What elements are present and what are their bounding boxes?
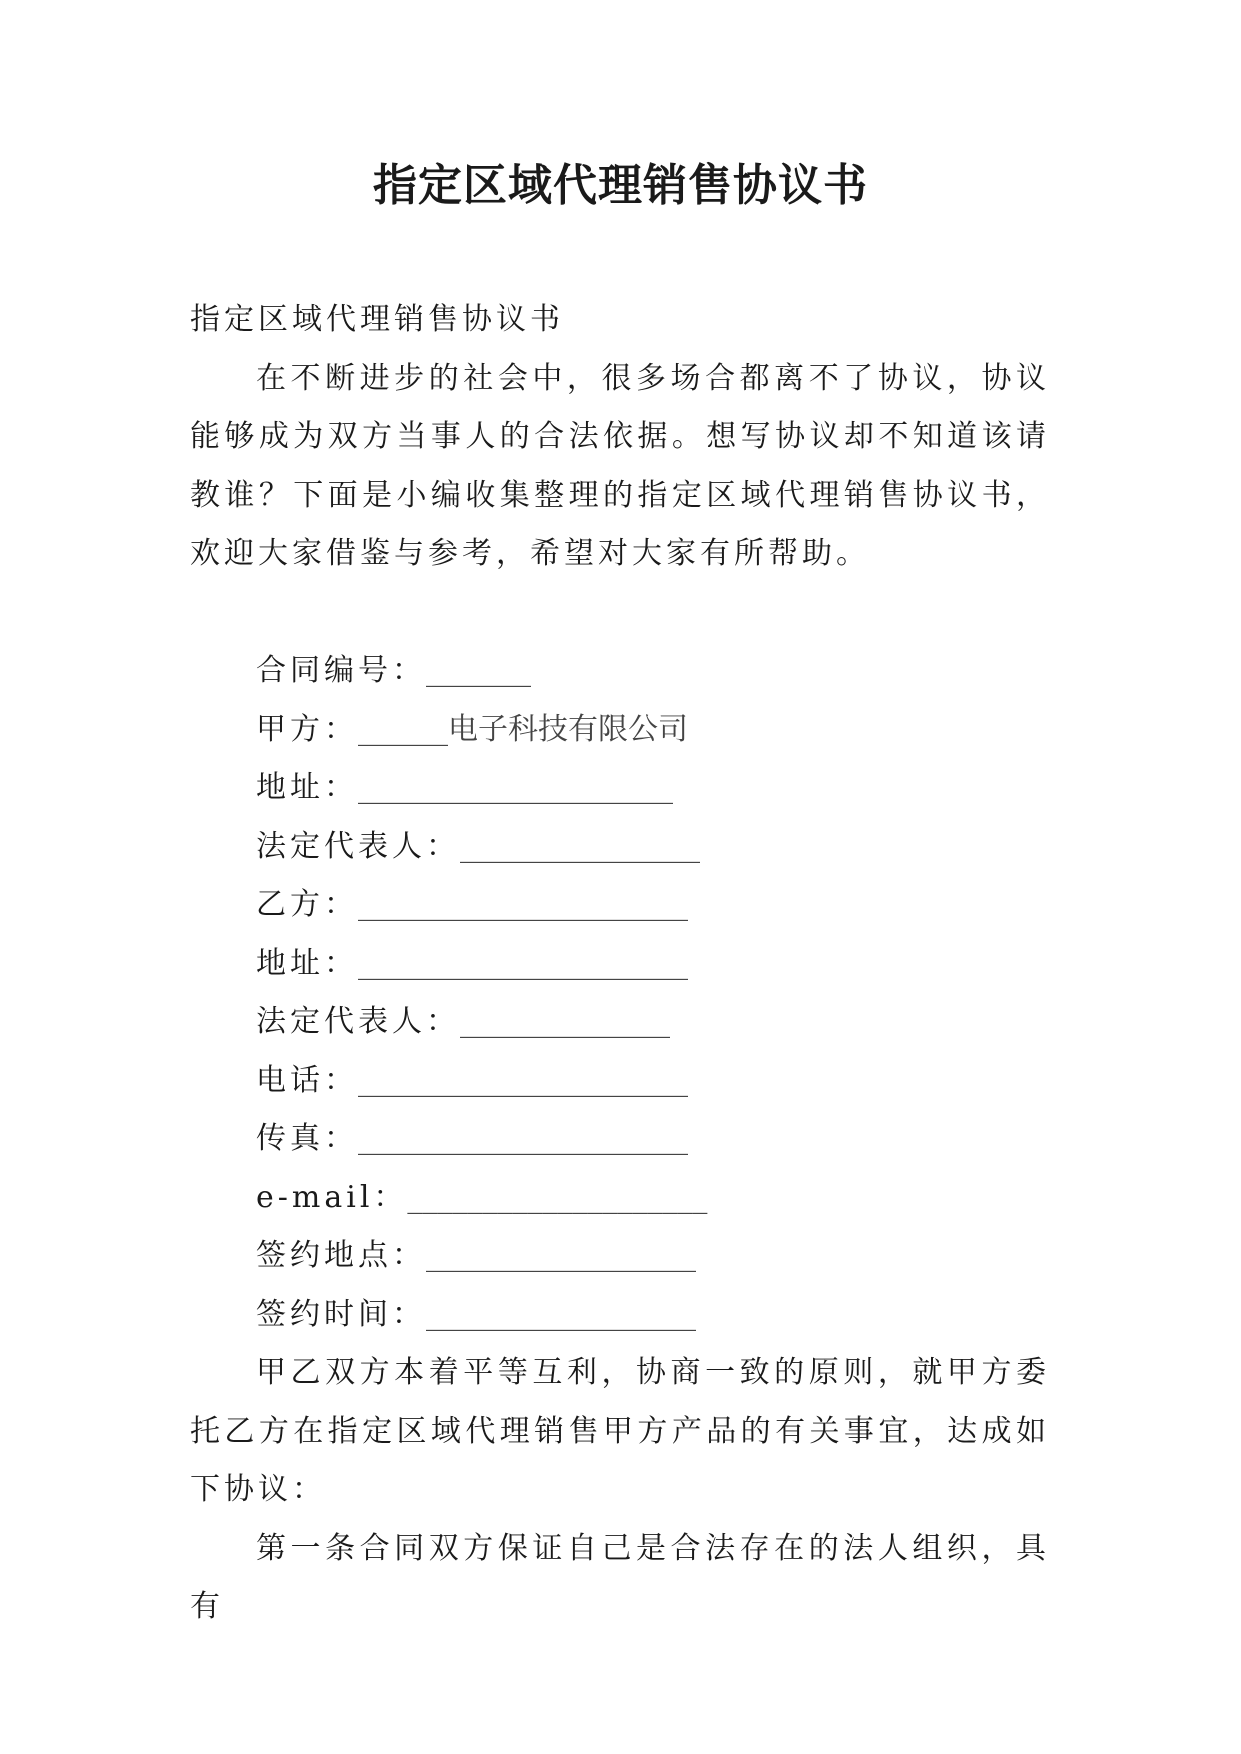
field-value: ____________________ — [407, 1179, 708, 1215]
field-party-a-address — [190, 759, 1050, 818]
document-title: 指定区域代理销售协议书 — [373, 160, 868, 211]
field-value: __________________ — [426, 1238, 696, 1273]
field-value: ______________________ — [358, 1062, 688, 1098]
document-subtitle: 指定区域代理销售协议书 — [190, 302, 564, 337]
field-value: ______________ — [460, 1004, 670, 1039]
document-body — [190, 291, 1050, 1637]
field-value: __________________ — [426, 1296, 696, 1332]
field-value: ______________________ — [358, 1121, 688, 1156]
field-label: 甲方： — [256, 711, 358, 747]
paragraph-spacer — [190, 584, 1050, 643]
field-email — [190, 1169, 1050, 1228]
article-one: 第一条合同双方保证自己是合法存在的法人组织，具有 — [190, 1530, 1050, 1624]
field-label: 签约时间： — [256, 1296, 426, 1332]
agreement-preamble: 甲乙双方本着平等互利，协商一致的原则，就甲方委托乙方在指定区域代理销售甲方产品的有关事宜，达成如下协议： — [190, 1355, 1050, 1507]
field-label: 法定代表人： — [256, 828, 460, 864]
field-label: e-mail： — [256, 1179, 408, 1215]
intro-paragraph: 在不断进步的社会中，很多场合都离不了协议，协议能够成为双方当事人的合法依据。想写协议却不知道该请教谁？下面是小编收集整理的指定区域代理销售协议书，欢迎大家借鉴与参考，希望对大家有所帮助。 — [190, 360, 1050, 571]
field-value: ______电子科技有限公司 — [358, 711, 688, 747]
contract-fields — [190, 642, 1050, 1344]
field-label: 电话： — [256, 1062, 358, 1098]
field-label: 法定代表人： — [256, 1004, 460, 1039]
field-party-b-address — [190, 935, 1050, 994]
field-label: 地址： — [256, 770, 358, 805]
field-phone — [190, 1052, 1050, 1111]
field-label: 合同编号： — [256, 653, 426, 688]
field-label: 签约地点： — [256, 1238, 426, 1273]
field-signing-time — [190, 1286, 1050, 1345]
field-value: _______ — [426, 653, 531, 688]
field-signing-place — [190, 1227, 1050, 1286]
field-fax — [190, 1110, 1050, 1169]
field-value: ______________________ — [358, 887, 688, 922]
field-party-b — [190, 876, 1050, 935]
field-value: ______________________ — [358, 945, 688, 981]
field-label: 地址： — [256, 945, 358, 981]
field-party-b-representative — [190, 993, 1050, 1052]
field-contract-number — [190, 642, 1050, 701]
field-value: ________________ — [460, 828, 700, 864]
field-party-a-representative — [190, 818, 1050, 877]
field-value: _____________________ — [358, 770, 673, 805]
field-label: 传真： — [256, 1121, 358, 1156]
field-label: 乙方： — [256, 887, 358, 922]
field-party-a — [190, 701, 1050, 760]
